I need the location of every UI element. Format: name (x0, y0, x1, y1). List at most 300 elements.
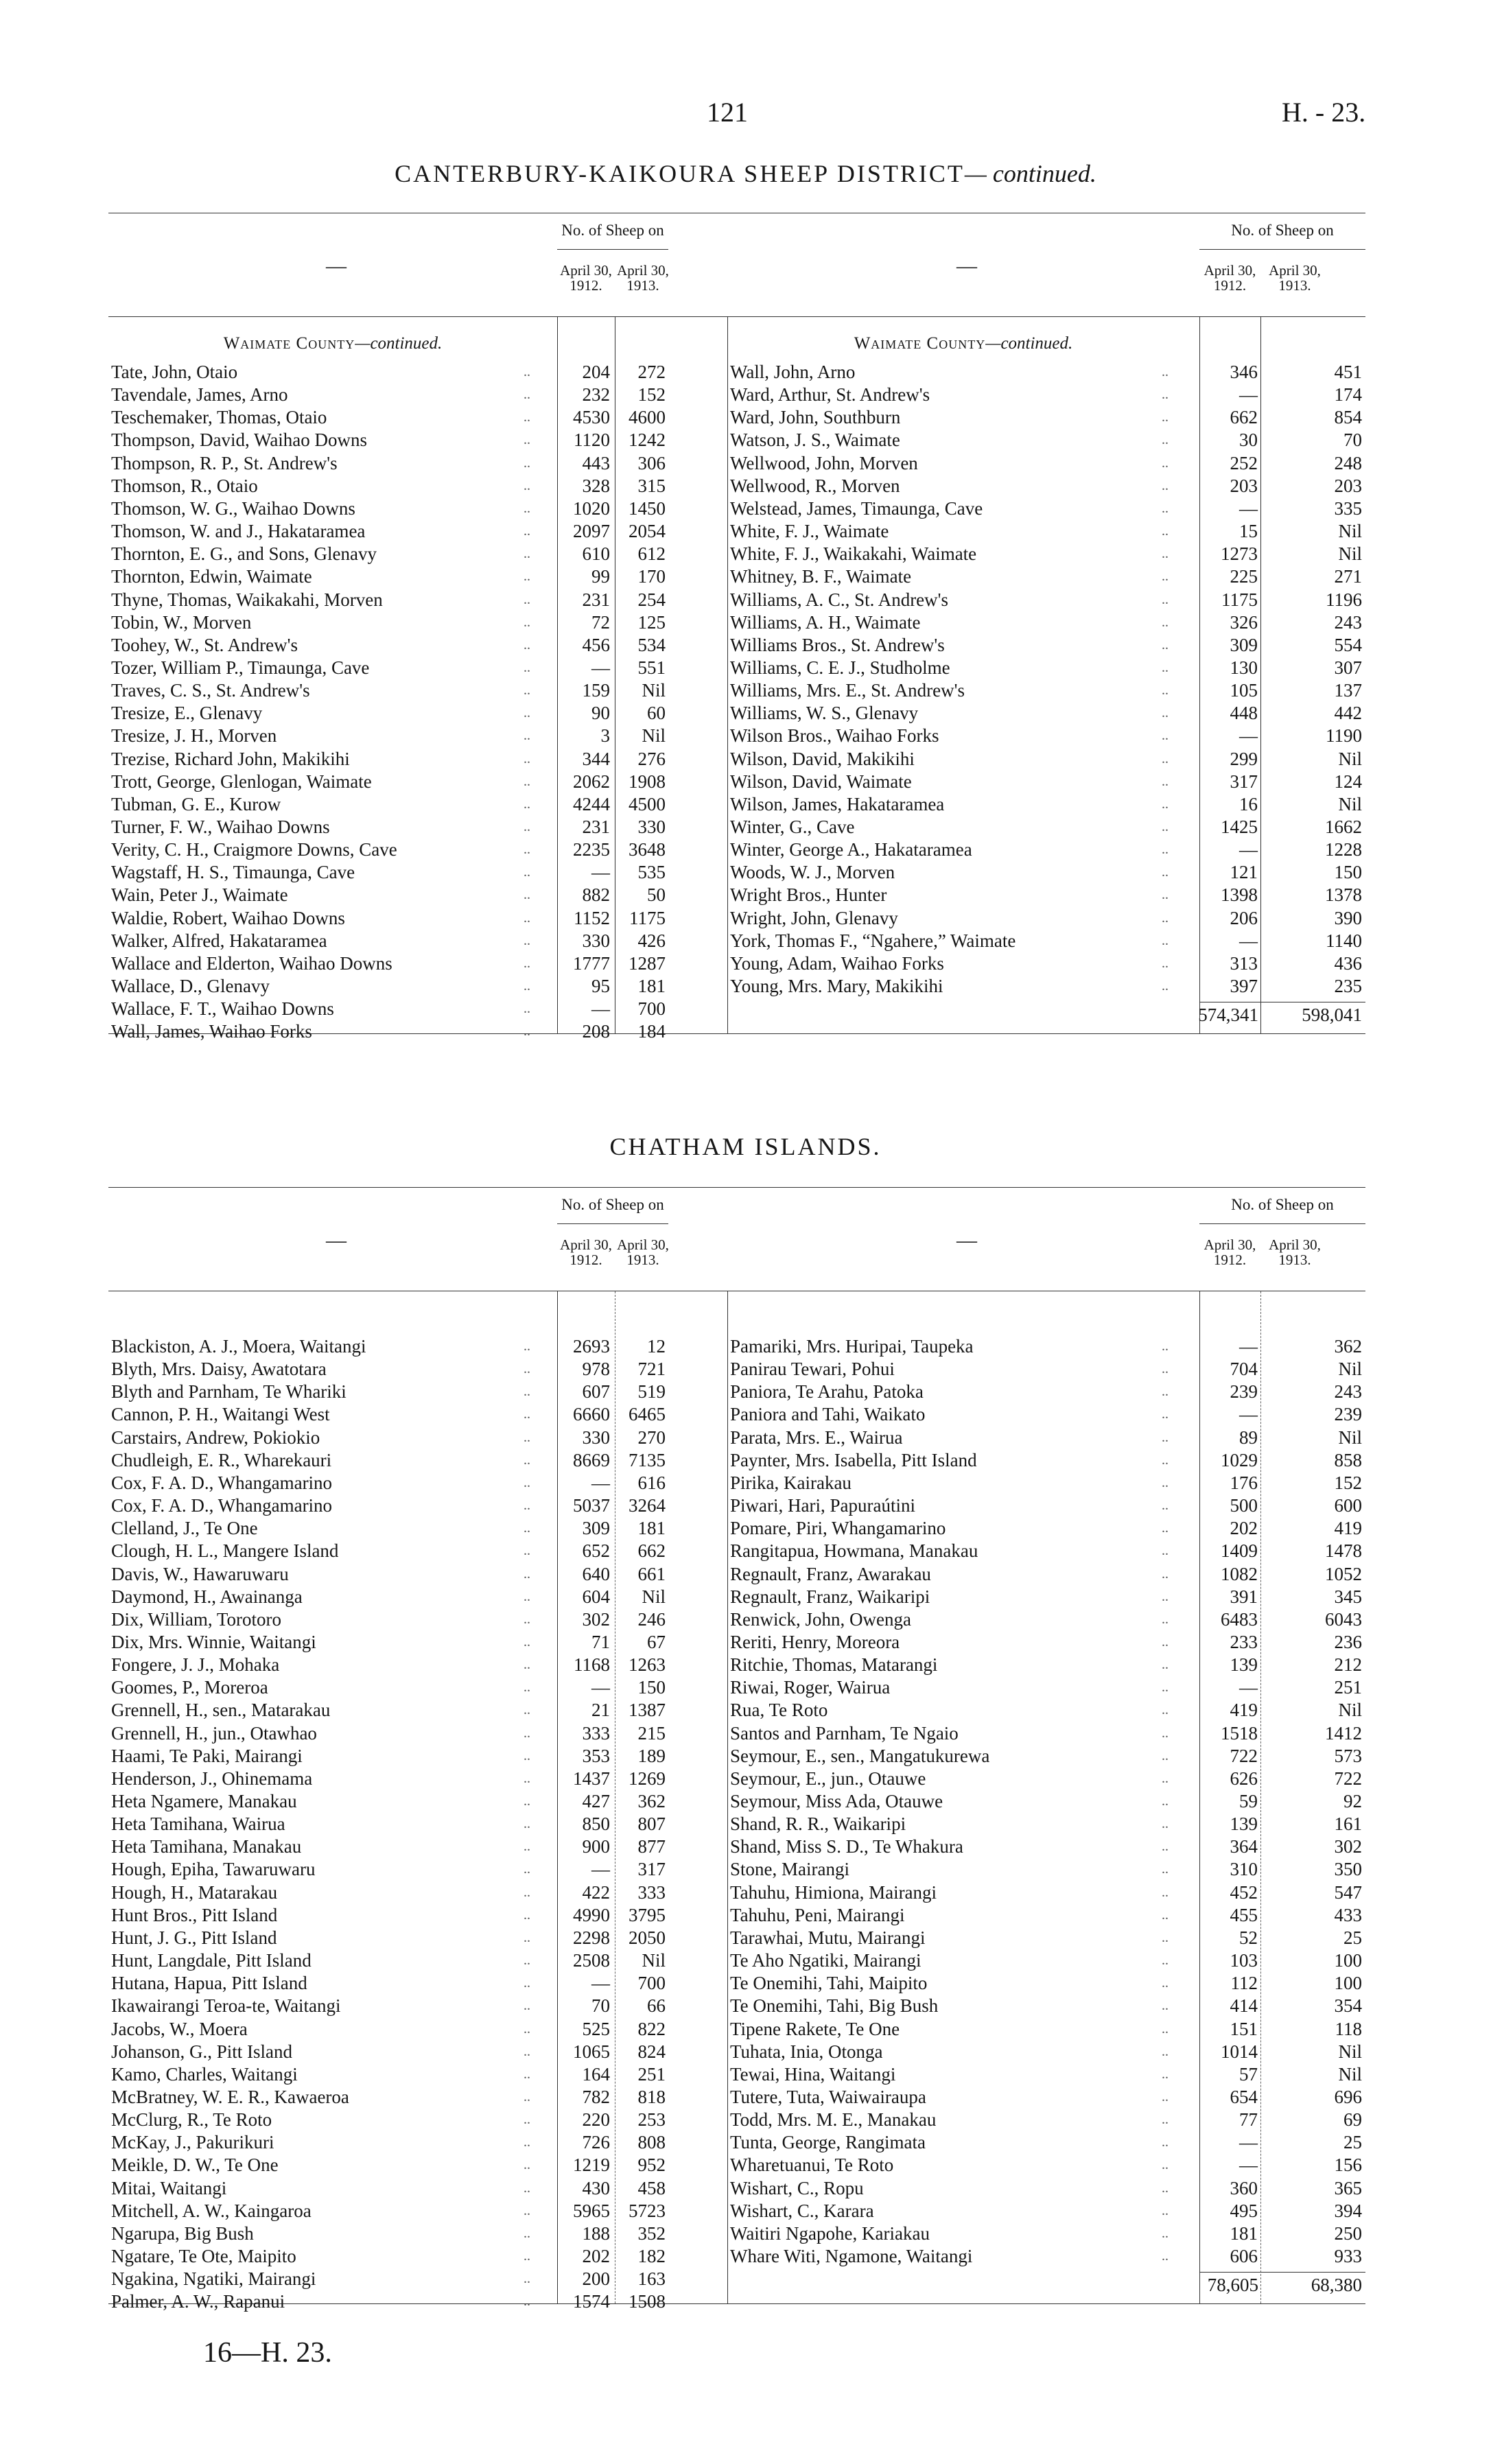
entrant-name: McBratney, W. E. R., Kawaeroa (111, 2086, 349, 2107)
sheep-1913: 170 (637, 566, 666, 587)
table-row (108, 384, 1365, 406)
sheep-1913: 1228 (1325, 839, 1362, 860)
table-row (108, 1813, 1365, 1835)
sheep-1912: 299 (1230, 748, 1258, 769)
leader-dots: .. (1162, 796, 1169, 812)
sheep-1912: — (1239, 2132, 1258, 2153)
leader-dots: .. (1162, 1657, 1169, 1673)
column-group-rule (1199, 1223, 1365, 1224)
sheep-1912: 202 (1230, 1518, 1258, 1539)
county-name: Waimate County (223, 334, 355, 353)
sheep-1913: 554 (1334, 634, 1362, 655)
entrant-name: Cox, F. A. D., Whangamarino (111, 1472, 333, 1493)
leader-dots: .. (1162, 364, 1169, 379)
leader-dots: .. (1162, 455, 1169, 471)
sheep-1912: 151 (1230, 2018, 1258, 2039)
sheep-1912: — (591, 998, 610, 1020)
table-row (108, 361, 1365, 384)
sheep-1913: 239 (1334, 1404, 1362, 1425)
sheep-1913: 253 (637, 2109, 666, 2131)
table-row (108, 1449, 1365, 1472)
entrant-name: Daymond, H., Awainanga (111, 1586, 303, 1607)
sheep-1913: 616 (637, 1472, 666, 1493)
sheep-1913: 271 (1334, 566, 1362, 587)
sheep-1913: 270 (637, 1427, 666, 1448)
sheep-1913: Nil (1338, 2041, 1362, 2062)
leader-dots: .. (524, 546, 530, 562)
leader-dots: .. (524, 819, 530, 834)
sheep-1913: 203 (1334, 475, 1362, 496)
table-row (108, 1472, 1365, 1494)
leader-dots: .. (524, 796, 530, 812)
table-row (108, 1858, 1365, 1881)
sheep-1912: 1029 (1221, 1449, 1258, 1470)
sheep-1913: 345 (1334, 1586, 1362, 1607)
sheep-1913: 125 (637, 611, 666, 633)
entrant-name: Wright Bros., Hunter (730, 884, 887, 906)
leader-dots: .. (524, 1702, 530, 1718)
entrant-name: Clough, H. L., Mangere Island (111, 1540, 339, 1562)
table-row (108, 497, 1365, 520)
table-row (108, 771, 1365, 793)
table-row (108, 1654, 1365, 1676)
sheep-1913: 12 (647, 1336, 666, 1357)
leader-dots: .. (1162, 2043, 1169, 2059)
leader-dots: .. (1162, 1794, 1169, 1809)
sheep-1912: 427 (582, 1791, 610, 1811)
column-group-label: No. of Sheep on (561, 222, 664, 239)
sheep-1912: 525 (582, 2018, 610, 2039)
leader-dots: .. (524, 1634, 530, 1650)
leader-dots: .. (524, 1794, 530, 1809)
sheep-1913: 822 (637, 2018, 666, 2039)
sheep-1912: 607 (582, 1381, 610, 1403)
table-row (108, 2018, 1365, 2041)
sheep-1912: 15 (1239, 521, 1258, 542)
sheep-1913: 7135 (629, 1449, 666, 1470)
column-group-rule (557, 249, 668, 250)
table-row (108, 2041, 1365, 2063)
sheep-1913: 118 (1335, 2018, 1362, 2039)
entrant-name: Tobin, W., Morven (111, 611, 252, 633)
entrant-name: Thompson, R. P., St. Andrew's (111, 452, 338, 473)
sheep-1912: — (591, 657, 610, 678)
sheep-1913: 700 (637, 998, 666, 1020)
sheep-1912: 103 (1230, 1950, 1258, 1971)
leader-dots: .. (1162, 2112, 1169, 2128)
sheep-1912: 2508 (573, 1950, 610, 1971)
column-date-header: April 30, 1912. (560, 262, 612, 294)
sheep-1912: 105 (1230, 680, 1258, 701)
leader-dots: .. (524, 591, 530, 607)
table-row (108, 998, 1365, 1020)
entrant-name: Regnault, Franz, Waikaripi (730, 1586, 930, 1607)
entrant-name: Williams Bros., St. Andrew's (730, 634, 945, 655)
sheep-1912: 90 (591, 703, 610, 724)
sheep-1912: 430 (582, 2177, 610, 2198)
sheep-1912: 333 (582, 1722, 610, 1744)
sheep-1912: 1152 (574, 907, 610, 928)
chatham-table (108, 1187, 1365, 2312)
sheep-1913: 250 (1334, 2222, 1362, 2244)
entrant-name: Tutere, Tuta, Waiwairaupa (730, 2086, 926, 2107)
entrant-name: Grennell, H., jun., Otawhao (111, 1722, 317, 1744)
sheep-1913: 70 (1343, 430, 1362, 451)
sheep-1913: 215 (637, 1722, 666, 1744)
entrant-name: Whare Witi, Ngamone, Waitangi (730, 2246, 973, 2266)
sheep-1913: Nil (1338, 521, 1362, 542)
column-header-dash: — (326, 255, 347, 277)
sheep-1913: 1908 (629, 771, 666, 792)
sheep-1913: Nil (642, 725, 666, 747)
leader-dots: .. (1162, 1907, 1169, 1923)
sheep-1912: — (591, 1859, 610, 1880)
sheep-1913: 137 (1334, 680, 1362, 701)
leader-dots: .. (524, 1862, 530, 1877)
sheep-1912: 364 (1230, 1836, 1258, 1857)
column-group-label: No. of Sheep on (1231, 222, 1334, 239)
sheep-1912: 231 (582, 817, 610, 837)
leader-dots: .. (524, 1975, 530, 1991)
column-date-header: April 30, 1912. (560, 1236, 612, 1268)
sheep-1912: 225 (1230, 566, 1258, 587)
entrant-name: Walker, Alfred, Hakataramea (111, 930, 327, 951)
sheep-1912: 1518 (1221, 1722, 1258, 1744)
sheep-1912: 130 (1230, 657, 1258, 678)
table-row (108, 861, 1365, 884)
sheep-1913: 251 (1334, 1677, 1362, 1698)
column-header-dash: — (956, 255, 977, 277)
sheep-1912: 654 (1230, 2086, 1258, 2107)
sheep-1912: — (1239, 1677, 1258, 1698)
entrant-name: Haami, Te Paki, Mairangi (111, 1745, 303, 1766)
sheep-1912: 1219 (573, 2155, 610, 2176)
leader-dots: .. (524, 478, 530, 493)
leader-dots: .. (524, 1384, 530, 1400)
entrant-name: Watson, J. S., Waimate (730, 430, 900, 451)
entrant-name: Panirau Tewari, Pohui (730, 1359, 895, 1380)
leader-dots: .. (524, 683, 530, 699)
table-body (108, 317, 1365, 1042)
page-number: 121 (707, 97, 748, 128)
leader-dots: .. (1162, 1521, 1169, 1536)
leader-dots: .. (1162, 1407, 1169, 1422)
table-row (108, 1745, 1365, 1768)
table-row (108, 611, 1365, 634)
leader-dots: .. (524, 2043, 530, 2059)
leader-dots: .. (1162, 1634, 1169, 1650)
leader-dots: .. (524, 1953, 530, 1969)
leader-dots: .. (1162, 1998, 1169, 2014)
sheep-1912: 203 (1230, 475, 1258, 496)
sheep-1913: 2050 (629, 1927, 666, 1948)
sheep-1912: 208 (582, 1021, 610, 1042)
leader-dots: .. (1162, 1611, 1169, 1627)
sheep-1913: 1662 (1325, 817, 1362, 837)
sheep-1913: 3264 (629, 1495, 666, 1516)
sheep-1913: 600 (1334, 1495, 1362, 1516)
table-row (108, 1699, 1365, 1722)
sheep-1913: Nil (1338, 2063, 1362, 2085)
sheep-1912: 139 (1230, 1654, 1258, 1676)
leader-dots: .. (1162, 751, 1169, 766)
sheep-1912: — (1239, 1336, 1258, 1357)
leader-dots: .. (1162, 932, 1169, 948)
leader-dots: .. (1162, 2135, 1169, 2150)
sheep-1913: 854 (1334, 407, 1362, 428)
table-row (108, 2200, 1365, 2222)
leader-dots: .. (524, 1748, 530, 1763)
table-row (108, 1020, 1365, 1043)
entrant-name: Williams, W. S., Glenavy (730, 703, 919, 724)
entrant-name: Wishart, C., Karara (730, 2200, 874, 2221)
sheep-1913: 824 (637, 2041, 666, 2062)
sheep-1913: 352 (637, 2222, 666, 2244)
table-row (108, 2109, 1365, 2131)
table-row (108, 2063, 1365, 2086)
sheep-1912: — (1239, 1404, 1258, 1425)
entrant-name: McClurg, R., Te Roto (111, 2109, 272, 2131)
sheep-1912: 360 (1230, 2177, 1258, 2198)
entrant-name: Hough, H., Matarakau (111, 1881, 278, 1903)
entrant-name: Dix, Mrs. Winnie, Waitangi (111, 1631, 316, 1652)
sheep-1913: 3795 (629, 1904, 666, 1925)
entrant-name: Cox, F. A. D., Whangamarino (111, 1495, 333, 1516)
leader-dots: .. (1162, 955, 1169, 971)
sheep-1913: 6465 (629, 1404, 666, 1425)
sheep-1912: 313 (1230, 952, 1258, 974)
entrant-name: Waldie, Robert, Waihao Downs (111, 907, 345, 928)
leader-dots: .. (524, 2271, 530, 2287)
sheep-1912: 353 (582, 1745, 610, 1766)
entrant-name: Williams, A. H., Waimate (730, 611, 921, 633)
entrant-name: Thomson, W. G., Waihao Downs (111, 497, 355, 519)
sheep-1913: 317 (637, 1859, 666, 1880)
entrant-name: Wain, Peter J., Waimate (111, 884, 288, 906)
leader-dots: .. (1162, 728, 1169, 744)
sheep-1912: — (1239, 2155, 1258, 2176)
entrant-name: Paynter, Mrs. Isabella, Pitt Island (730, 1449, 977, 1470)
sheep-1913: 4500 (629, 793, 666, 814)
table-row (108, 429, 1365, 451)
table-row (108, 1608, 1365, 1631)
leader-dots: .. (1162, 1680, 1169, 1696)
sheep-1913: 350 (1334, 1859, 1362, 1880)
leader-dots: .. (1162, 2157, 1169, 2173)
leader-dots: .. (524, 637, 530, 653)
sheep-1913: 161 (1334, 1814, 1362, 1835)
table-row (108, 520, 1365, 543)
sheep-1912: 71 (591, 1631, 610, 1652)
leader-dots: .. (1162, 410, 1169, 425)
sheep-1913: Nil (642, 1586, 666, 1607)
leader-dots: .. (1162, 500, 1169, 516)
sheep-1913: 362 (637, 1791, 666, 1811)
sheep-1913: 818 (637, 2086, 666, 2107)
sheep-1912: 176 (1230, 1472, 1258, 1493)
leader-dots: .. (1162, 1702, 1169, 1718)
entrant-name: Davis, W., Hawaruwaru (111, 1563, 289, 1584)
leader-dots: .. (1162, 819, 1169, 834)
sheep-1912: 233 (1230, 1631, 1258, 1652)
leader-dots: .. (524, 2089, 530, 2104)
entrant-name: Wallace, D., Glenavy (111, 976, 270, 997)
canterbury-table (108, 213, 1365, 1042)
sheep-1913: 182 (637, 2246, 666, 2266)
sheep-1912: 452 (1230, 1881, 1258, 1903)
leader-dots: .. (524, 1611, 530, 1627)
entrant-name: Williams, A. C., St. Andrew's (730, 589, 949, 610)
column-header-dash: — (956, 1229, 977, 1252)
sheep-1912: — (591, 1677, 610, 1698)
entrant-name: Trott, George, Glenlogan, Waimate (111, 771, 372, 792)
entrant-name: Fongere, J. J., Mohaka (111, 1654, 280, 1676)
column-date-header: April 30, 1913. (1269, 262, 1321, 294)
sheep-1913: 333 (637, 1881, 666, 1903)
leader-dots: .. (1162, 432, 1169, 448)
entrant-name: Rua, Te Roto (730, 1700, 828, 1721)
leader-dots: .. (1162, 1953, 1169, 1969)
leader-dots: .. (1162, 614, 1169, 630)
entrant-name: Tewai, Hina, Waitangi (730, 2063, 896, 2085)
entrant-name: Blyth, Mrs. Daisy, Awatotara (111, 1359, 327, 1380)
table-row (108, 589, 1365, 611)
sheep-1912: 206 (1230, 907, 1258, 928)
entrant-name: Tavendale, James, Arno (111, 384, 288, 406)
table-row (108, 725, 1365, 747)
entrant-name: Wilson, David, Waimate (730, 771, 912, 792)
leader-dots: .. (1162, 1839, 1169, 1855)
sheep-1912: 346 (1230, 362, 1258, 382)
total-1912: 78,605 (1207, 2275, 1258, 2296)
sheep-1912: 112 (1230, 1973, 1258, 1994)
sheep-1913: 933 (1334, 2246, 1362, 2266)
leader-dots: .. (524, 1452, 530, 1468)
continued-label: —continued. (355, 334, 443, 353)
sheep-1913: 315 (637, 475, 666, 496)
sheep-1912: 422 (582, 1881, 610, 1903)
column-header-dash: — (326, 1229, 347, 1252)
sheep-1912: 252 (1230, 452, 1258, 473)
entrant-name: Hunt Bros., Pitt Island (111, 1904, 278, 1925)
sheep-1913: 1412 (1325, 1722, 1362, 1744)
leader-dots: .. (524, 455, 530, 471)
sheep-1913: 436 (1334, 952, 1362, 974)
sheep-1912: 188 (582, 2222, 610, 2244)
entrant-name: Thyne, Thomas, Waikakahi, Morven (111, 589, 383, 610)
leader-dots: .. (524, 728, 530, 744)
sheep-1912: 1082 (1221, 1563, 1258, 1584)
leader-dots: .. (524, 1429, 530, 1445)
leader-dots: .. (524, 1361, 530, 1377)
sheep-1912: 1409 (1221, 1540, 1258, 1562)
entrant-name: Kamo, Charles, Waitangi (111, 2063, 298, 2085)
table-row (108, 975, 1365, 998)
sheep-1913: 2054 (629, 521, 666, 542)
leader-dots: .. (524, 1657, 530, 1673)
sheep-1913: 573 (1334, 1745, 1362, 1766)
table-row (108, 2131, 1365, 2154)
sheep-1912: 1120 (574, 430, 610, 451)
leader-dots: .. (1162, 1475, 1169, 1490)
continued-label: —continued. (985, 334, 1073, 353)
sheep-1912: 419 (1230, 1700, 1258, 1721)
entrant-name: Trezise, Richard John, Makikihi (111, 748, 350, 769)
table-header (108, 213, 1365, 317)
sheep-1913: 60 (647, 703, 666, 724)
entrant-name: Heta Tamihana, Manakau (111, 1836, 302, 1857)
sheep-1913: 174 (1334, 384, 1362, 406)
table-header (108, 1187, 1365, 1291)
sheep-1912: 139 (1230, 1814, 1258, 1835)
entrant-name: Winter, G., Cave (730, 817, 855, 837)
leader-dots: .. (1162, 910, 1169, 926)
sheep-1912: 159 (582, 680, 610, 701)
entrant-name: Wilson, David, Makikihi (730, 748, 915, 769)
sheep-1912: 1425 (1221, 817, 1258, 837)
sheep-1912: — (1239, 930, 1258, 951)
leader-dots: .. (524, 705, 530, 721)
leader-dots: .. (1162, 1816, 1169, 1832)
sheep-1912: 5965 (573, 2200, 610, 2221)
sheep-1912: — (1239, 497, 1258, 519)
entrant-name: Whitney, B. F., Waimate (730, 566, 912, 587)
leader-dots: .. (1162, 1770, 1169, 1786)
sheep-1912: 121 (1230, 862, 1258, 883)
sheep-1912: 2062 (573, 771, 610, 792)
sheep-1913: 236 (1334, 1631, 1362, 1652)
entrant-name: Shand, R. R., Waikaripi (730, 1814, 906, 1835)
entrant-name: Wall, John, Arno (730, 362, 856, 382)
sheep-1912: 456 (582, 634, 610, 655)
entrant-name: Thornton, E. G., and Sons, Glenavy (111, 543, 377, 565)
entrant-name: Ikawairangi Teroa-te, Waitangi (111, 1995, 341, 2017)
entrant-name: Renwick, John, Owenga (730, 1608, 911, 1630)
leader-dots: .. (524, 751, 530, 766)
sheep-1913: 248 (1334, 452, 1362, 473)
sheep-1912: 495 (1230, 2200, 1258, 2221)
sheep-1912: 344 (582, 748, 610, 769)
sheep-1913: 700 (637, 1973, 666, 1994)
column-date-header: April 30, 1913. (1269, 1236, 1321, 1268)
sheep-1913: 519 (637, 1381, 666, 1403)
sheep-1912: 704 (1230, 1359, 1258, 1380)
total-rule (1199, 2272, 1365, 2273)
sheep-1912: 59 (1239, 1791, 1258, 1811)
sheep-1912: 455 (1230, 1904, 1258, 1925)
entrant-name: Rangitapua, Howmana, Manakau (730, 1540, 978, 1562)
sheep-1913: 394 (1334, 2200, 1362, 2221)
sheep-1913: 1196 (1326, 589, 1362, 610)
sheep-1912: 21 (591, 1700, 610, 1721)
entrant-name: Paniora and Tahi, Waikato (730, 1404, 926, 1425)
sheep-1913: 251 (637, 2063, 666, 2085)
entrant-name: Parata, Mrs. E., Wairua (730, 1427, 903, 1448)
entrant-name: Wagstaff, H. S., Timaunga, Cave (111, 862, 355, 883)
column-group-rule (557, 1223, 668, 1224)
sheep-1913: 124 (1334, 771, 1362, 792)
leader-dots: .. (1162, 683, 1169, 699)
sheep-1913: 306 (637, 452, 666, 473)
page-footer-signature: 16—H. 23. (203, 2337, 332, 2369)
table-row (108, 1540, 1365, 1562)
leader-dots: .. (524, 1521, 530, 1536)
sheep-1912: 900 (582, 1836, 610, 1857)
column-date-header: April 30, 1913. (617, 1236, 669, 1268)
leader-dots: .. (524, 1770, 530, 1786)
table-row (108, 748, 1365, 771)
sheep-1913: 163 (637, 2268, 666, 2290)
